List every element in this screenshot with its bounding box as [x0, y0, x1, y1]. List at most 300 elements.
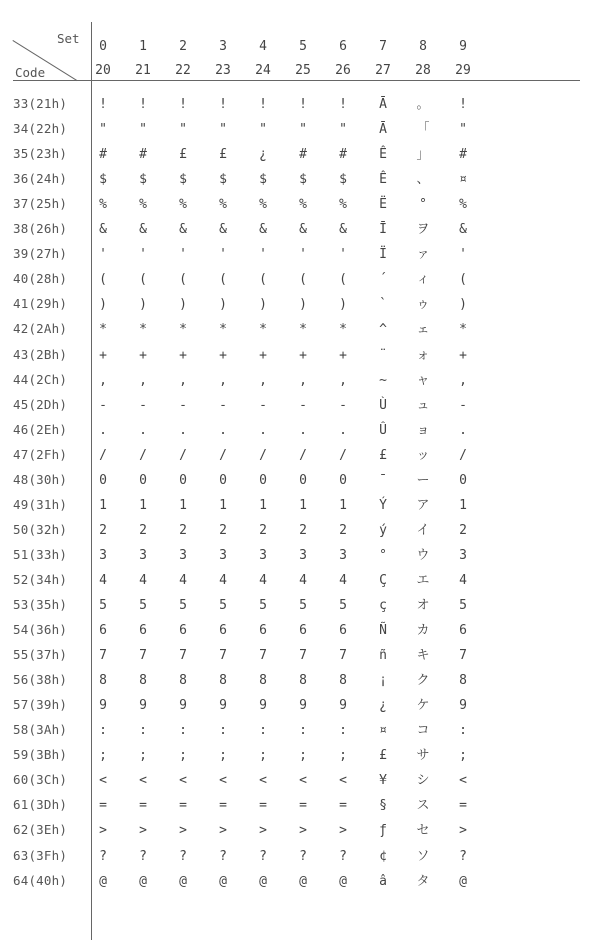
char-cell: 0 — [179, 472, 187, 488]
char-cell: 4 — [299, 572, 307, 588]
row-code: 56(38h) — [13, 672, 68, 688]
set-number: 9 — [459, 39, 467, 54]
row-code: 44(2Ch) — [13, 371, 68, 387]
char-cell: > — [339, 823, 347, 839]
char-cell: $ — [219, 172, 227, 188]
char-cell: : — [339, 723, 347, 739]
char-cell: ¢ — [379, 848, 387, 864]
char-cell: ス — [416, 798, 430, 814]
char-cell: / — [139, 447, 147, 463]
char-cell: 1 — [179, 497, 187, 513]
char-cell: ) — [219, 297, 227, 313]
char-cell: ャ — [416, 372, 430, 388]
char-cell: ( — [459, 272, 467, 288]
row-code: 61(3Dh) — [13, 797, 68, 813]
char-cell: " — [339, 122, 347, 138]
char-cell: イ — [416, 522, 430, 538]
char-cell: ( — [219, 272, 227, 288]
char-cell: - — [139, 397, 147, 413]
char-cell: タ — [416, 873, 430, 889]
char-cell: 9 — [459, 698, 467, 714]
char-cell: Ê — [379, 172, 387, 188]
char-cell: + — [219, 347, 227, 363]
char-cell: ) — [299, 297, 307, 313]
char-cell: - — [179, 397, 187, 413]
char-cell: < — [259, 773, 267, 789]
char-cell: 0 — [99, 472, 107, 488]
char-cell: & — [99, 222, 107, 238]
char-cell: ( — [139, 272, 147, 288]
row-code: 36(24h) — [13, 171, 68, 187]
char-cell: 1 — [99, 497, 107, 513]
char-cell: 4 — [459, 572, 467, 588]
hex-code: 29 — [455, 63, 471, 78]
char-cell: ^ — [379, 322, 387, 338]
char-cell: 8 — [99, 673, 107, 689]
char-cell: 0 — [139, 472, 147, 488]
char-cell: 8 — [179, 673, 187, 689]
char-cell: ク — [416, 673, 430, 689]
char-cell: 5 — [459, 598, 467, 613]
char-cell: ? — [259, 848, 267, 864]
char-cell: , — [99, 372, 107, 388]
char-cell: - — [299, 397, 307, 413]
char-cell: $ — [99, 172, 107, 188]
char-cell: 6 — [299, 623, 307, 639]
char-cell: 4 — [99, 572, 107, 588]
char-cell: ¿ — [379, 698, 387, 714]
row-code: 43(2Bh) — [13, 346, 68, 362]
row-code: 54(36h) — [13, 622, 68, 638]
row-code: 52(34h) — [13, 571, 68, 587]
char-cell: £ — [379, 447, 387, 463]
set-number: 0 — [99, 39, 107, 54]
char-cell: ッ — [416, 447, 430, 463]
row-code: 50(32h) — [13, 521, 68, 537]
char-cell: Ë — [379, 197, 387, 213]
char-cell: , — [339, 372, 347, 388]
char-cell: ´ — [379, 272, 387, 288]
char-cell: ! — [179, 97, 187, 112]
char-cell: @ — [339, 873, 347, 889]
char-cell: 2 — [339, 522, 347, 538]
char-cell: * — [219, 322, 227, 338]
row-code: 35(23h) — [13, 146, 68, 162]
char-cell: % — [339, 197, 347, 213]
char-cell: * — [179, 322, 187, 338]
char-cell: 6 — [179, 623, 187, 639]
char-cell: 6 — [139, 623, 147, 639]
char-cell: = — [139, 798, 147, 814]
char-cell: カ — [416, 623, 430, 639]
char-cell: < — [459, 773, 467, 789]
char-cell: * — [259, 322, 267, 338]
char-cell: " — [299, 122, 307, 138]
char-cell: ア — [416, 497, 430, 513]
char-cell: ¡ — [379, 673, 387, 689]
char-cell: % — [259, 197, 267, 213]
char-cell: ; — [259, 748, 267, 764]
char-cell: 1 — [459, 497, 467, 513]
char-cell: 9 — [99, 698, 107, 714]
char-cell: 3 — [299, 547, 307, 563]
char-cell: $ — [259, 172, 267, 188]
char-cell: 0 — [299, 472, 307, 488]
char-cell: @ — [459, 873, 467, 889]
char-cell: ' — [459, 247, 467, 263]
char-cell: ヲ — [416, 222, 430, 238]
char-cell: ィ — [416, 272, 430, 288]
char-cell: ' — [299, 247, 307, 263]
char-cell: : — [179, 723, 187, 739]
char-cell: , — [259, 372, 267, 388]
hex-code: 23 — [215, 63, 231, 78]
char-cell: 0 — [259, 472, 267, 488]
char-cell: = — [299, 798, 307, 814]
char-cell: 3 — [459, 547, 467, 563]
row-code: 40(28h) — [13, 271, 68, 287]
char-cell: / — [459, 447, 467, 463]
set-number: 5 — [299, 39, 307, 54]
char-cell: 7 — [459, 648, 467, 664]
char-cell: 9 — [299, 698, 307, 714]
char-cell: , — [459, 372, 467, 388]
char-cell: > — [459, 823, 467, 839]
row-code: 51(33h) — [13, 546, 68, 562]
char-cell: ! — [259, 97, 267, 112]
char-cell: * — [99, 322, 107, 338]
row-code: 39(27h) — [13, 246, 68, 262]
row-code: 53(35h) — [13, 597, 68, 612]
set-label: Set — [57, 31, 80, 46]
char-cell: ~ — [379, 372, 387, 388]
char-cell: 7 — [179, 648, 187, 664]
char-cell: ウ — [416, 547, 430, 563]
char-cell: サ — [416, 748, 430, 764]
char-cell: ! — [139, 97, 147, 112]
char-cell: ' — [219, 247, 227, 263]
char-cell: + — [299, 347, 307, 363]
char-cell: 4 — [139, 572, 147, 588]
char-cell: ; — [459, 748, 467, 764]
char-cell: & — [339, 222, 347, 238]
char-cell: < — [339, 773, 347, 789]
char-cell: & — [179, 222, 187, 238]
char-cell: + — [179, 347, 187, 363]
row-code: 46(2Eh) — [13, 421, 68, 437]
hex-code: 21 — [135, 63, 151, 78]
char-cell: : — [259, 723, 267, 739]
row-code: 34(22h) — [13, 121, 68, 137]
char-cell: $ — [339, 172, 347, 188]
char-cell: = — [459, 798, 467, 814]
char-cell: オ — [416, 598, 430, 613]
char-cell: . — [459, 422, 467, 438]
char-cell: 8 — [139, 673, 147, 689]
char-cell: 0 — [219, 472, 227, 488]
char-cell: ケ — [416, 698, 430, 714]
char-cell: < — [139, 773, 147, 789]
char-cell: - — [459, 397, 467, 413]
char-cell: 7 — [139, 648, 147, 664]
char-cell: - — [339, 397, 347, 413]
char-cell: ƒ — [379, 823, 387, 839]
char-cell: 9 — [259, 698, 267, 714]
char-cell: 5 — [299, 598, 307, 613]
char-cell: # — [339, 147, 347, 163]
char-cell: 3 — [219, 547, 227, 563]
hex-code: 26 — [335, 63, 351, 78]
set-number: 2 — [179, 39, 187, 54]
char-cell: > — [219, 823, 227, 839]
char-cell: < — [299, 773, 307, 789]
char-cell: ) — [459, 297, 467, 313]
char-cell: ¥ — [379, 773, 387, 789]
char-cell: ( — [179, 272, 187, 288]
char-cell: * — [139, 322, 147, 338]
char-cell: & — [219, 222, 227, 238]
char-cell: 4 — [259, 572, 267, 588]
char-cell: $ — [139, 172, 147, 188]
row-code: 41(29h) — [13, 296, 68, 312]
char-cell: ; — [139, 748, 147, 764]
char-cell: 5 — [139, 598, 147, 613]
char-cell: < — [99, 773, 107, 789]
char-cell: . — [139, 422, 147, 438]
char-cell: @ — [299, 873, 307, 889]
char-cell: 5 — [219, 598, 227, 613]
char-cell: ! — [459, 97, 467, 112]
char-cell: + — [259, 347, 267, 363]
char-cell: * — [299, 322, 307, 338]
char-cell: - — [99, 397, 107, 413]
set-number: 4 — [259, 39, 267, 54]
char-cell: ¤ — [379, 723, 387, 739]
char-cell: ' — [339, 247, 347, 263]
char-cell: / — [339, 447, 347, 463]
char-cell: ) — [259, 297, 267, 313]
char-cell: = — [219, 798, 227, 814]
char-cell: = — [259, 798, 267, 814]
char-cell: 4 — [339, 572, 347, 588]
char-cell: ョ — [416, 422, 430, 438]
char-cell: 9 — [179, 698, 187, 714]
row-code: 37(25h) — [13, 196, 68, 212]
char-cell: % — [459, 197, 467, 213]
set-number: 3 — [219, 39, 227, 54]
char-cell: . — [179, 422, 187, 438]
char-cell: % — [139, 197, 147, 213]
row-code: 59(3Bh) — [13, 747, 68, 763]
char-cell: セ — [416, 823, 430, 839]
char-cell: # — [139, 147, 147, 163]
char-cell: Ï — [379, 247, 387, 263]
char-cell: @ — [259, 873, 267, 889]
char-cell: ァ — [416, 247, 430, 263]
char-cell: ? — [179, 848, 187, 864]
row-code: 33(21h) — [13, 96, 68, 111]
char-cell: キ — [416, 648, 430, 664]
char-cell: 7 — [299, 648, 307, 664]
char-cell: 8 — [219, 673, 227, 689]
char-cell: , — [179, 372, 187, 388]
char-cell: Ç — [379, 572, 387, 588]
char-cell: : — [299, 723, 307, 739]
char-cell: & — [139, 222, 147, 238]
char-cell: エ — [416, 572, 430, 588]
char-cell: ! — [299, 97, 307, 112]
char-cell: , — [139, 372, 147, 388]
char-cell: + — [339, 347, 347, 363]
char-cell: 7 — [339, 648, 347, 664]
char-cell: 8 — [299, 673, 307, 689]
char-cell: ( — [259, 272, 267, 288]
char-cell: @ — [139, 873, 147, 889]
code-label: Code — [15, 65, 46, 80]
char-cell: " — [99, 122, 107, 138]
char-cell: ) — [99, 297, 107, 313]
char-cell: 2 — [139, 522, 147, 538]
char-cell: > — [99, 823, 107, 839]
char-cell: 5 — [99, 598, 107, 613]
char-cell: 8 — [259, 673, 267, 689]
char-cell: ( — [339, 272, 347, 288]
char-cell: . — [259, 422, 267, 438]
char-cell: < — [179, 773, 187, 789]
char-cell: £ — [179, 147, 187, 163]
header-divider — [13, 80, 580, 81]
char-cell: ) — [139, 297, 147, 313]
char-cell: " — [259, 122, 267, 138]
set-number: 7 — [379, 39, 387, 54]
char-cell: ( — [99, 272, 107, 288]
set-number: 8 — [419, 39, 427, 54]
char-cell: Ê — [379, 147, 387, 163]
char-cell: ? — [139, 848, 147, 864]
row-code: 45(2Dh) — [13, 396, 68, 412]
char-cell: : — [459, 723, 467, 739]
char-cell: ! — [339, 97, 347, 112]
char-cell: , — [219, 372, 227, 388]
char-cell: 6 — [219, 623, 227, 639]
char-cell: / — [99, 447, 107, 463]
char-cell: * — [459, 322, 467, 338]
char-cell: 4 — [179, 572, 187, 588]
char-cell: 1 — [339, 497, 347, 513]
char-cell: Ā — [379, 97, 387, 112]
char-cell: ) — [179, 297, 187, 313]
char-cell: . — [99, 422, 107, 438]
row-code: 49(31h) — [13, 496, 68, 512]
char-cell: Û — [379, 422, 387, 438]
char-cell: ç — [379, 598, 387, 613]
char-cell: 2 — [299, 522, 307, 538]
char-cell: 3 — [339, 547, 347, 563]
char-cell: Ù — [379, 397, 387, 413]
char-cell: % — [299, 197, 307, 213]
char-cell: . — [219, 422, 227, 438]
char-cell: > — [299, 823, 307, 839]
hex-code: 28 — [415, 63, 431, 78]
char-cell: ? — [99, 848, 107, 864]
char-cell: シ — [416, 773, 430, 789]
row-code: 60(3Ch) — [13, 772, 68, 788]
char-cell: ) — [339, 297, 347, 313]
set-number: 1 — [139, 39, 147, 54]
char-cell: > — [259, 823, 267, 839]
char-cell: ュ — [416, 397, 430, 413]
char-cell: . — [299, 422, 307, 438]
char-cell: 5 — [259, 598, 267, 613]
char-cell: . — [339, 422, 347, 438]
char-cell: 、 — [416, 172, 430, 188]
char-cell: 。 — [416, 97, 430, 112]
char-cell: 9 — [339, 698, 347, 714]
char-cell: 8 — [339, 673, 347, 689]
char-cell: 6 — [339, 623, 347, 639]
char-cell: > — [179, 823, 187, 839]
char-cell: / — [259, 447, 267, 463]
char-cell: & — [299, 222, 307, 238]
char-cell: % — [179, 197, 187, 213]
char-cell: Ā — [379, 122, 387, 138]
char-cell: Ī — [379, 222, 387, 238]
row-code: 55(37h) — [13, 647, 68, 663]
char-cell: ' — [259, 247, 267, 263]
char-cell: 3 — [99, 547, 107, 563]
char-cell: 6 — [259, 623, 267, 639]
char-cell: ý — [379, 522, 387, 538]
char-cell: ; — [99, 748, 107, 764]
char-cell: 6 — [459, 623, 467, 639]
char-cell: 1 — [259, 497, 267, 513]
hex-code: 22 — [175, 63, 191, 78]
char-cell: ; — [339, 748, 347, 764]
row-code: 42(2Ah) — [13, 321, 68, 337]
char-cell: 6 — [99, 623, 107, 639]
char-cell: + — [99, 347, 107, 363]
char-cell: / — [179, 447, 187, 463]
char-cell: ( — [299, 272, 307, 288]
row-code: 47(2Fh) — [13, 446, 68, 462]
char-cell: @ — [99, 873, 107, 889]
char-cell: ; — [179, 748, 187, 764]
char-cell: ? — [459, 848, 467, 864]
char-cell: 4 — [219, 572, 227, 588]
char-cell: 7 — [219, 648, 227, 664]
char-cell: 3 — [259, 547, 267, 563]
char-cell: + — [459, 347, 467, 363]
char-cell: ` — [379, 297, 387, 313]
char-cell: 3 — [179, 547, 187, 563]
char-cell: : — [139, 723, 147, 739]
char-cell: # — [99, 147, 107, 163]
char-cell: ñ — [379, 648, 387, 664]
hex-code: 25 — [295, 63, 311, 78]
char-cell: 2 — [459, 522, 467, 538]
row-code: 48(30h) — [13, 471, 68, 487]
char-cell: + — [139, 347, 147, 363]
char-cell: â — [379, 873, 387, 889]
char-cell: 5 — [339, 598, 347, 613]
char-cell: ? — [339, 848, 347, 864]
char-cell: £ — [379, 748, 387, 764]
char-cell: $ — [299, 172, 307, 188]
char-cell: ォ — [416, 347, 430, 363]
char-cell: ェ — [416, 322, 430, 338]
char-cell: # — [459, 147, 467, 163]
char-cell: ' — [99, 247, 107, 263]
